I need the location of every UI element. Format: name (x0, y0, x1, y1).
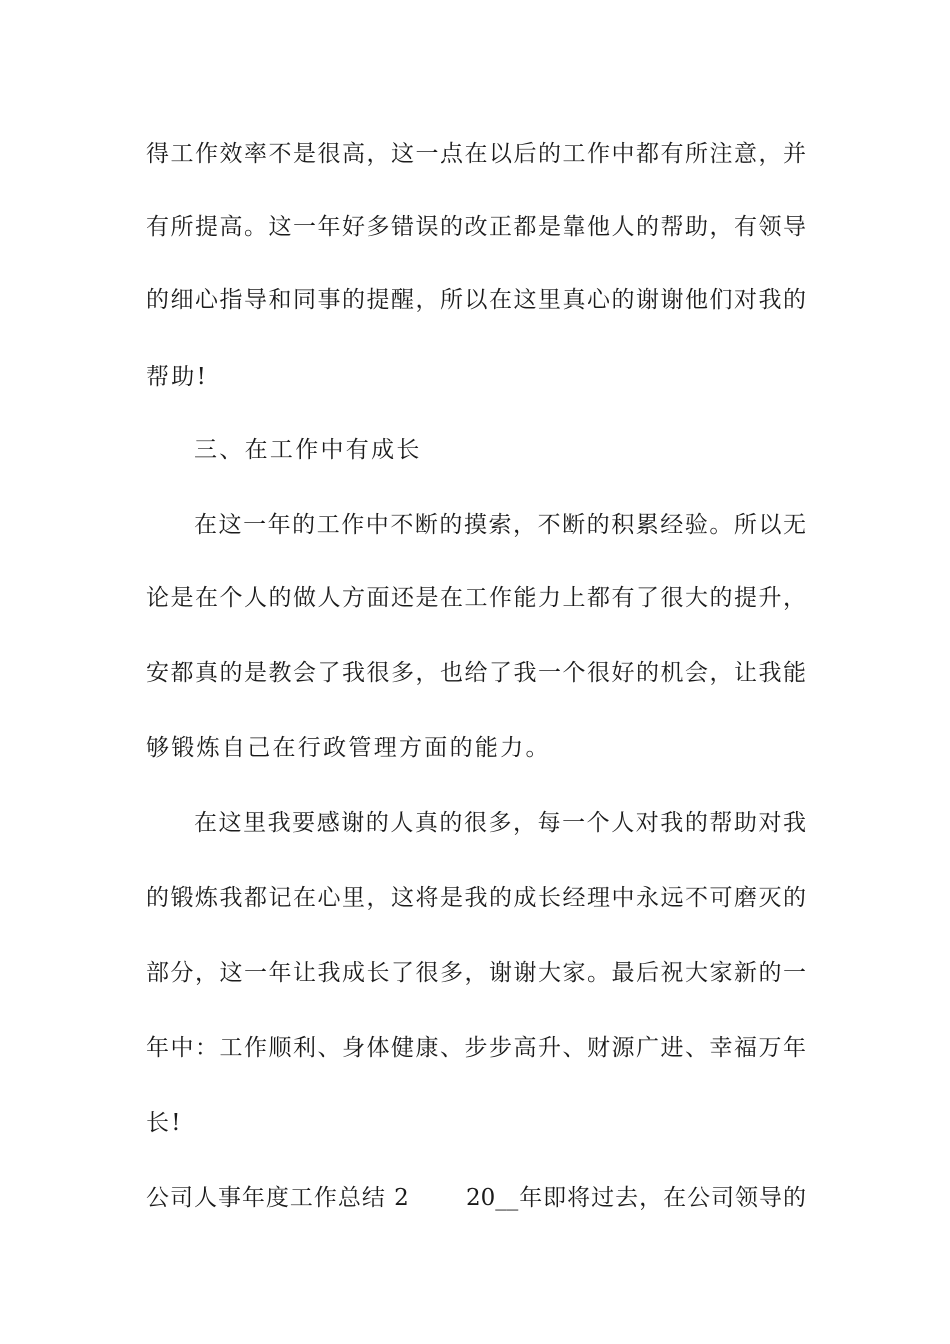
text-line: 够锻炼自己在行政管理方面的能力。 (146, 735, 551, 761)
text-line: 帮助! (146, 364, 209, 390)
text-line: 部分，这一年让我成长了很多，谢谢大家。最后祝大家新的一 (146, 960, 806, 986)
text-line: 论是在个人的做人方面还是在工作能力上都有了很大的提升， (146, 585, 806, 611)
text-line: 在这一年的工作中不断的摸索，不断的积累经验。所以无 (194, 512, 806, 538)
text-line: 得工作效率不是很高，这一点在以后的工作中都有所注意，并 (146, 141, 806, 167)
text-line: 的细心指导和同事的提醒，所以在这里真心的谢谢他们对我的 (146, 287, 806, 313)
text-line: 公司人事年度工作总结 2 20__年即将过去，在公司领导的 (146, 1185, 806, 1211)
text-line: 有所提高。这一年好多错误的改正都是靠他人的帮助，有领导 (146, 214, 806, 240)
text-line: 的锻炼我都记在心里，这将是我的成长经理中永远不可磨灭的 (146, 885, 806, 911)
text-line: 在这里我要感谢的人真的很多，每一个人对我的帮助对我 (194, 810, 806, 836)
text-line: 年中：工作顺利、身体健康、步步高升、财源广进、幸福万年 (146, 1035, 806, 1061)
section-heading: 三、在工作中有成长 (194, 437, 422, 463)
text-line: 安都真的是教会了我很多，也给了我一个很好的机会，让我能 (146, 660, 806, 686)
text-line: 长! (146, 1110, 183, 1136)
